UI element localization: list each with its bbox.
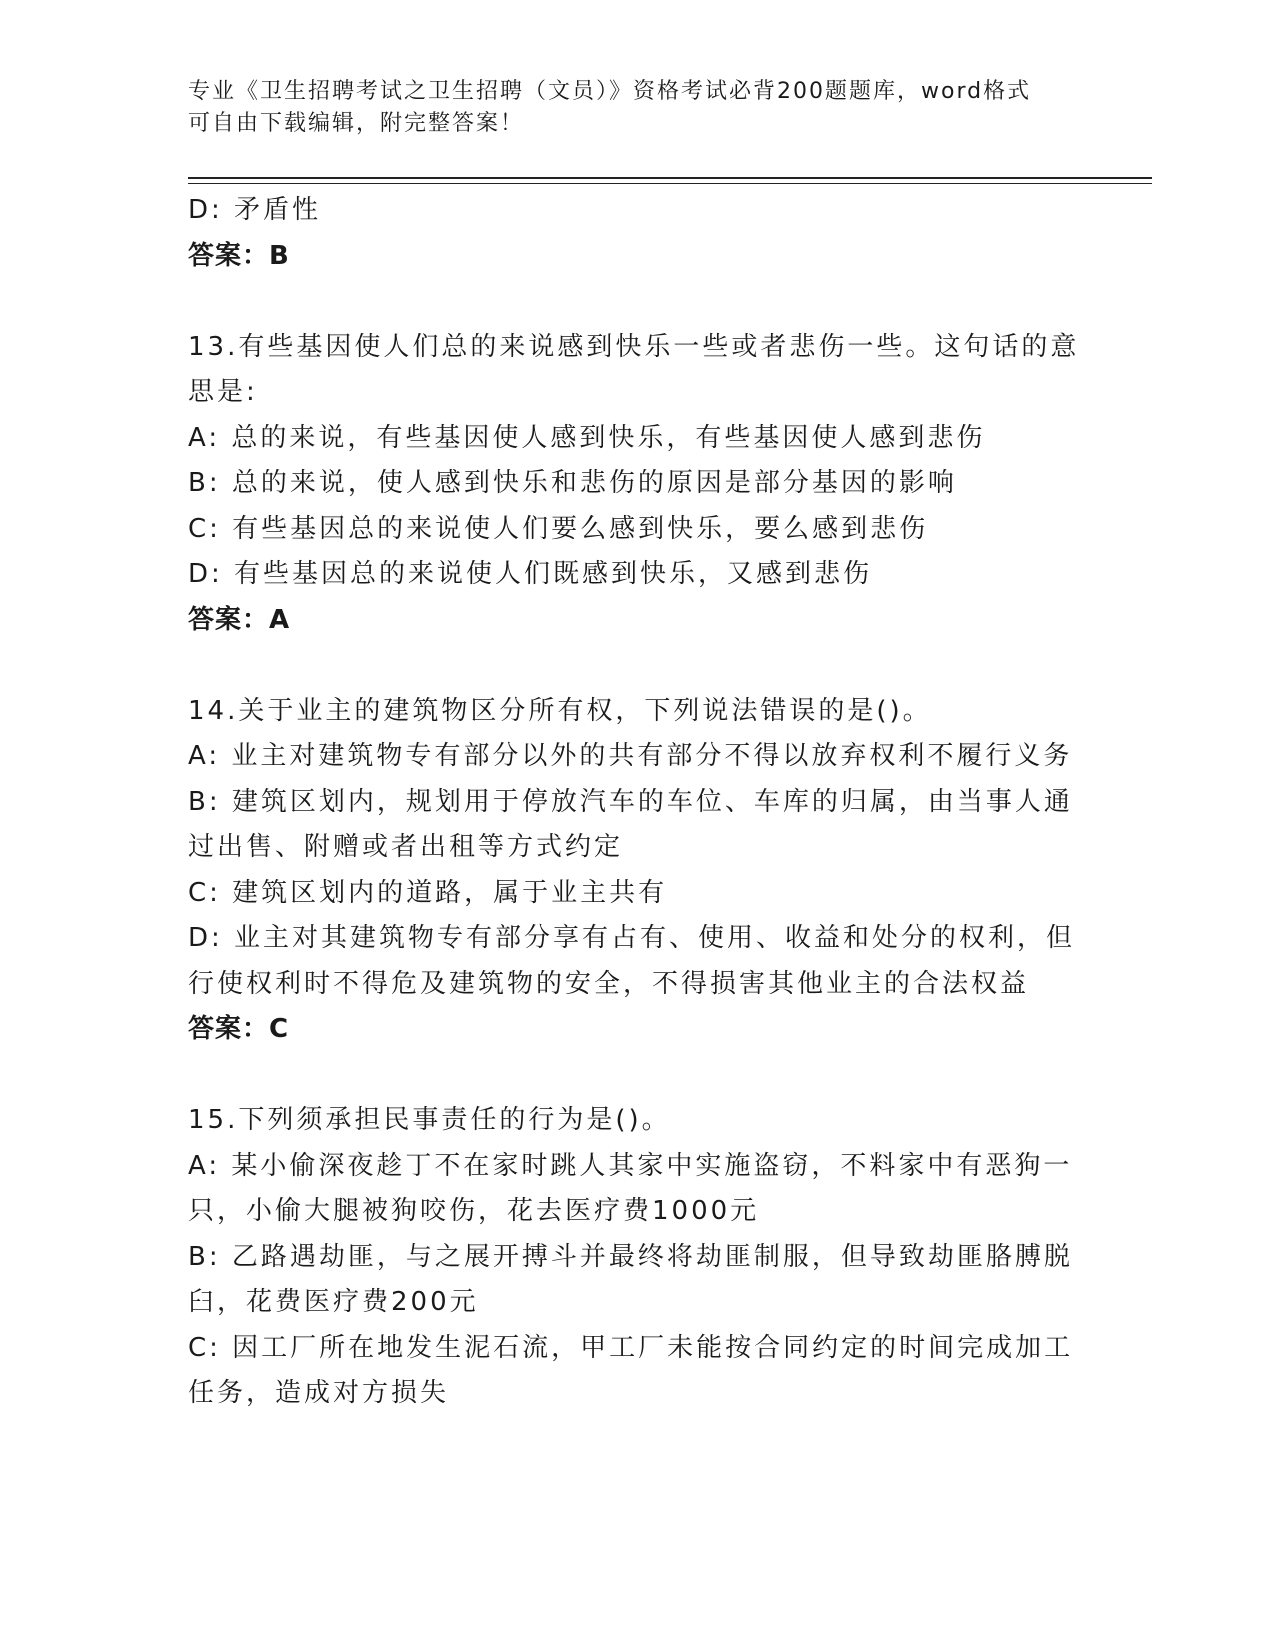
q14-option-d-line-1: D: 业主对其建筑物专有部分享有占有、使用、收益和处分的权利，但: [188, 923, 1076, 953]
q14-option-d-line-2: 行使权利时不得危及建筑物的安全，不得损害其他业主的合法权益: [188, 968, 1030, 999]
document-body: [188, 188, 1088, 1417]
q15-option-a-line-1: A: 某小偷深夜趁丁不在家时跳人其家中实施盗窃，不料家中有恶狗一: [188, 1150, 1073, 1181]
spacer: [188, 1053, 1088, 1099]
q14-stem: 14.关于业主的建筑物区分所有权，下列说法错误的是()。: [188, 695, 932, 726]
q14-option-b-line-2: 过出售、附赠或者出租等方式约定: [188, 832, 624, 862]
q15-stem: 15.下列须承担民事责任的行为是()。: [188, 1105, 671, 1135]
header-divider-thick: [188, 177, 1152, 179]
q13-option-b: B: 总的来说，使人感到快乐和悲伤的原因是部分基因的影响: [188, 468, 957, 498]
spacer: [188, 643, 1088, 689]
q13-option-d: D: 有些基因总的来说使人们既感到快乐，又感到悲伤: [188, 559, 873, 589]
q13-option-a: A: 总的来说，有些基因使人感到快乐，有些基因使人感到悲伤: [188, 422, 986, 453]
q13-option-c: C: 有些基因总的来说使人们要么感到快乐，要么感到悲伤: [188, 513, 929, 544]
header-divider-thin: [188, 183, 1152, 184]
q15-option-b-line-2: 臼，花费医疗费200元: [188, 1287, 479, 1317]
q15-option-c-line-1: C: 因工厂所在地发生泥石流，甲工厂未能按合同约定的时间完成加工: [188, 1332, 1074, 1363]
q15-option-c-line-2: 任务，造成对方损失: [188, 1378, 450, 1408]
q13-stem-line-2: 思是:: [188, 377, 258, 407]
q14-option-a: A: 业主对建筑物专有部分以外的共有部分不得以放弃权利不履行义务: [188, 741, 1073, 771]
q13-answer: 答案：A: [188, 604, 291, 635]
q15-option-b-line-1: B: 乙路遇劫匪，与之展开搏斗并最终将劫匪制服，但导致劫匪胳膊脱: [188, 1241, 1073, 1272]
q14-answer: 答案：C: [188, 1014, 290, 1044]
header-line-2: 可自由下载编辑，附完整答案！: [188, 111, 525, 136]
q14-option-b-line-1: B: 建筑区划内，规划用于停放汽车的车位、车库的归属，由当事人通: [188, 786, 1073, 817]
page-header: [188, 76, 1088, 140]
prev-option-d: D: 矛盾性: [188, 195, 322, 225]
q13-stem-line-1: 13.有些基因使人们总的来说感到快乐一些或者悲伤一些。这句话的意: [188, 331, 1080, 362]
q15-option-a-line-2: 只，小偷大腿被狗咬伤，花去医疗费1000元: [188, 1196, 760, 1226]
q14-option-c: C: 建筑区划内的道路，属于业主共有: [188, 877, 668, 908]
spacer: [188, 279, 1088, 325]
prev-answer: 答案：B: [188, 240, 290, 271]
header-line-1: 专业《卫生招聘考试之卫生招聘（文员）》资格考试必背200题题库，word格式: [188, 79, 1032, 104]
